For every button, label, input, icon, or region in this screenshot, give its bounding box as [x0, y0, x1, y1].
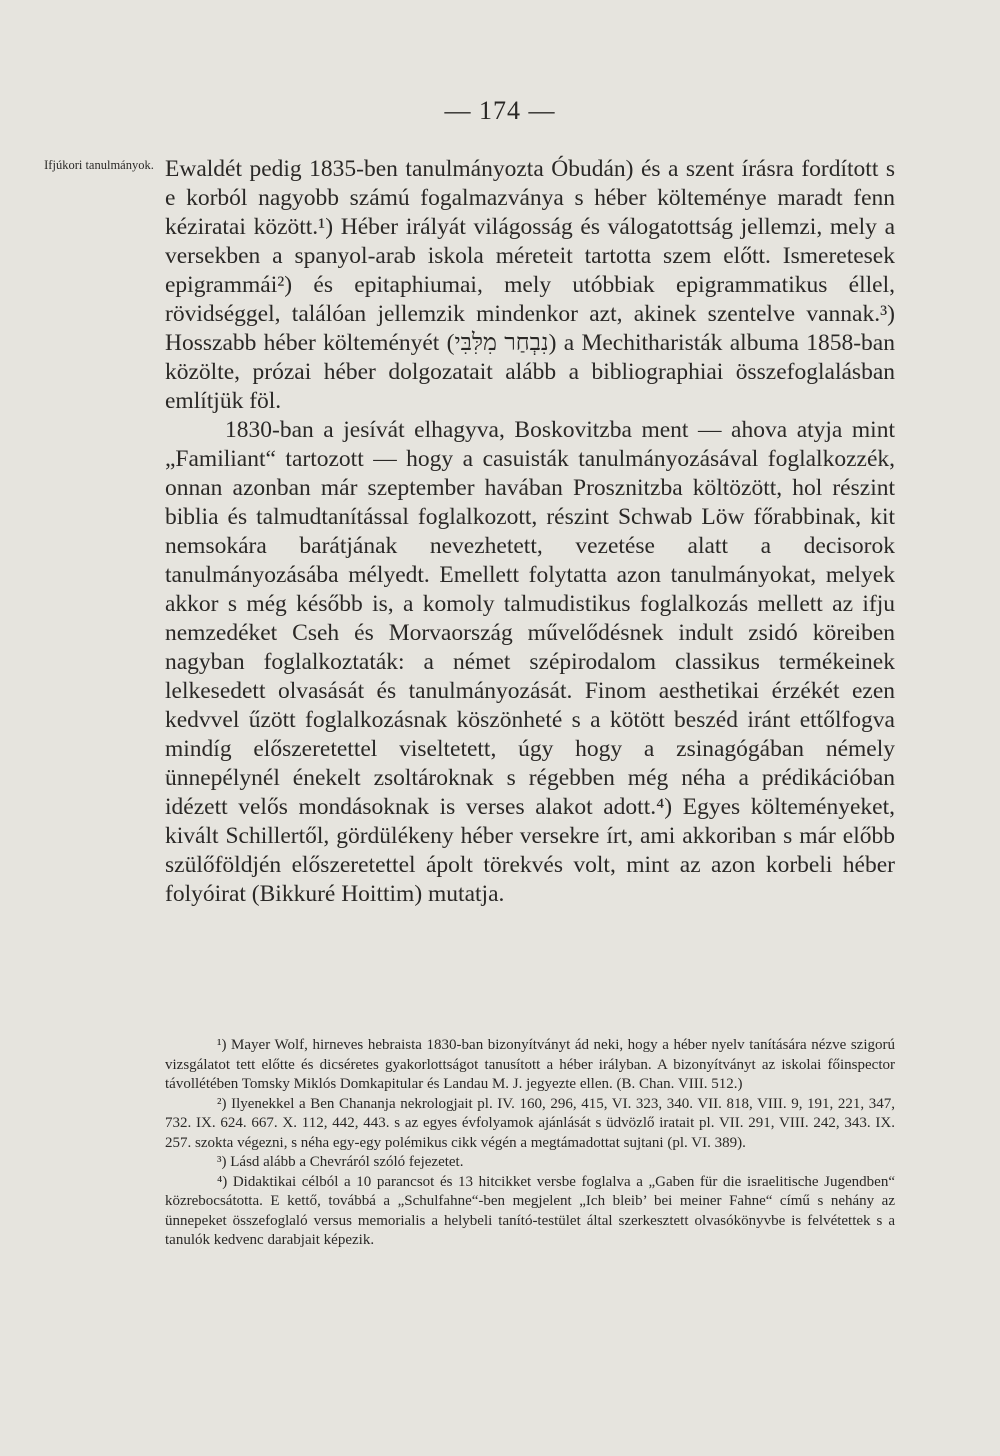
- footnote-3: ³) Lásd alább a Chevráról szóló fejezetet.: [217, 1154, 464, 1170]
- footnote-4: ⁴) Didaktikai célból a 10 parancsot és 13 hitcikket versbe foglalva a „Gaben für die israelitische Jugendben“ közrebocsátotta. E kettő, továbbá a „Schulfahne“-ben megjelent „Ich bleib’ bei meiner Fahne“ című s nehány az ünnepeket összefoglaló versus memorialis a helybeli tanító-testület által szerkesztett olvasókönyvbe is felvétettek s a tanulók kedvenc darabjait képezik.: [165, 1173, 895, 1248]
- body-paragraph-1: Ewaldét pedig 1835-ben tanulmányozta Óbudán) és a szent írásra fordított s e korból nagyobb számú fogalmazványa s héber költeménye maradt fenn kéziratai között.¹) Héber irályát világosság és válogatottság jellemzi, mely a versekben a spanyol-arab iskola méreteit tartotta szem előtt. Ismeretesek epigrammái²) és epitaphiumai, mely utóbbiak epigrammatikus éllel, rövidséggel, találóan jellemzik mindenkor azt, akinek szentelve vannak.³) Hosszabb héber költeményét (נִבְחַר מִלִּבִּי) a Mechitharisták albuma 1858-ban közölte, prózai héber dolgozatait alább a bibliographiai összefoglalásban említjük föl.: [165, 156, 895, 414]
- footnote-1: ¹) Mayer Wolf, hirneves hebraista 1830-ban bizonyítványt ád neki, hogy a héber nyelv tanítására nézve szigorú vizsgálatot tett előtte és dicséretes gyakorlottságot tanusított a héber irályban. A bizonyítványt az iskolai főinspector távollétében Tomsky Miklós Domkapitular és Landau M. J. jegyezte ellen. (B. Chan. VIII. 512.): [165, 1037, 895, 1092]
- page-number: — 174 —: [444, 96, 556, 125]
- main-text: [165, 155, 895, 909]
- body-paragraph-2: 1830-ban a jesívát elhagyva, Boskovitzba ment — ahova atyja mint „Familiant“ tartozott — hogy a casuisták tanulmányozásával foglalkozzék, onnan azonban már szeptember havában Prosznitzba költözött, hol részint biblia és talmudtanítással foglalkozott, részint Schwab Löw főrabbinak, kit nemsokára barátjának nevezhetett, vezetése alatt a decisorok tanulmányozásába mélyedt. Emellett folytatta azon tanulmányokat, melyek akkor s még később is, a komoly talmudistikus foglalkozás mellett az ifju nemzedéket Cseh és Morvaország művelődésnek indult zsidó köreiben nagyban foglalkoztaták: a német szépirodalom classikus termékeinek lelkesedett olvasását és tanulmányozását. Finom aesthetikai érzékét ezen kedvvel űzött foglalkozásnak köszönheté s a kötött beszéd iránt ettőlfogva mindíg előszeretettel viseltetett, úgy hogy a zsinagógában némely ünnepélynél énekelt zsoltároknak s régebben még néha a prédikációban idézett velős mondásoknak is verses alakot adott.⁴) Egyes költeményeket, kivált Schillertől, gördülékeny héber versekre írt, ami akkoriban s már előbb szülőföldjén előszeretettel ápolt törekvés volt, mint az azon korbeli héber folyóirat (Bikkuré Hoittim) mutatja.: [165, 417, 895, 907]
- footnotes: [165, 1036, 895, 1251]
- footnote-2: ²) Ilyenekkel a Ben Chananja nekrologjait pl. IV. 160, 296, 415, VI. 323, 340. VII. 818, VIII. 9, 191, 221, 347, 732. IX. 624. 667. X. 112, 442, 443. s az egyes évfolyamok ajánlását s üdvözlő iratait pl. VII. 291, VIII. 242, 343. IX. 257. szokta végezni, s néha egy-egy polémikus cikk végén a megtámadottat sujtani (pl. VI. 389).: [165, 1095, 895, 1151]
- margin-note: Ifjúkori tanulmányok.: [44, 158, 154, 172]
